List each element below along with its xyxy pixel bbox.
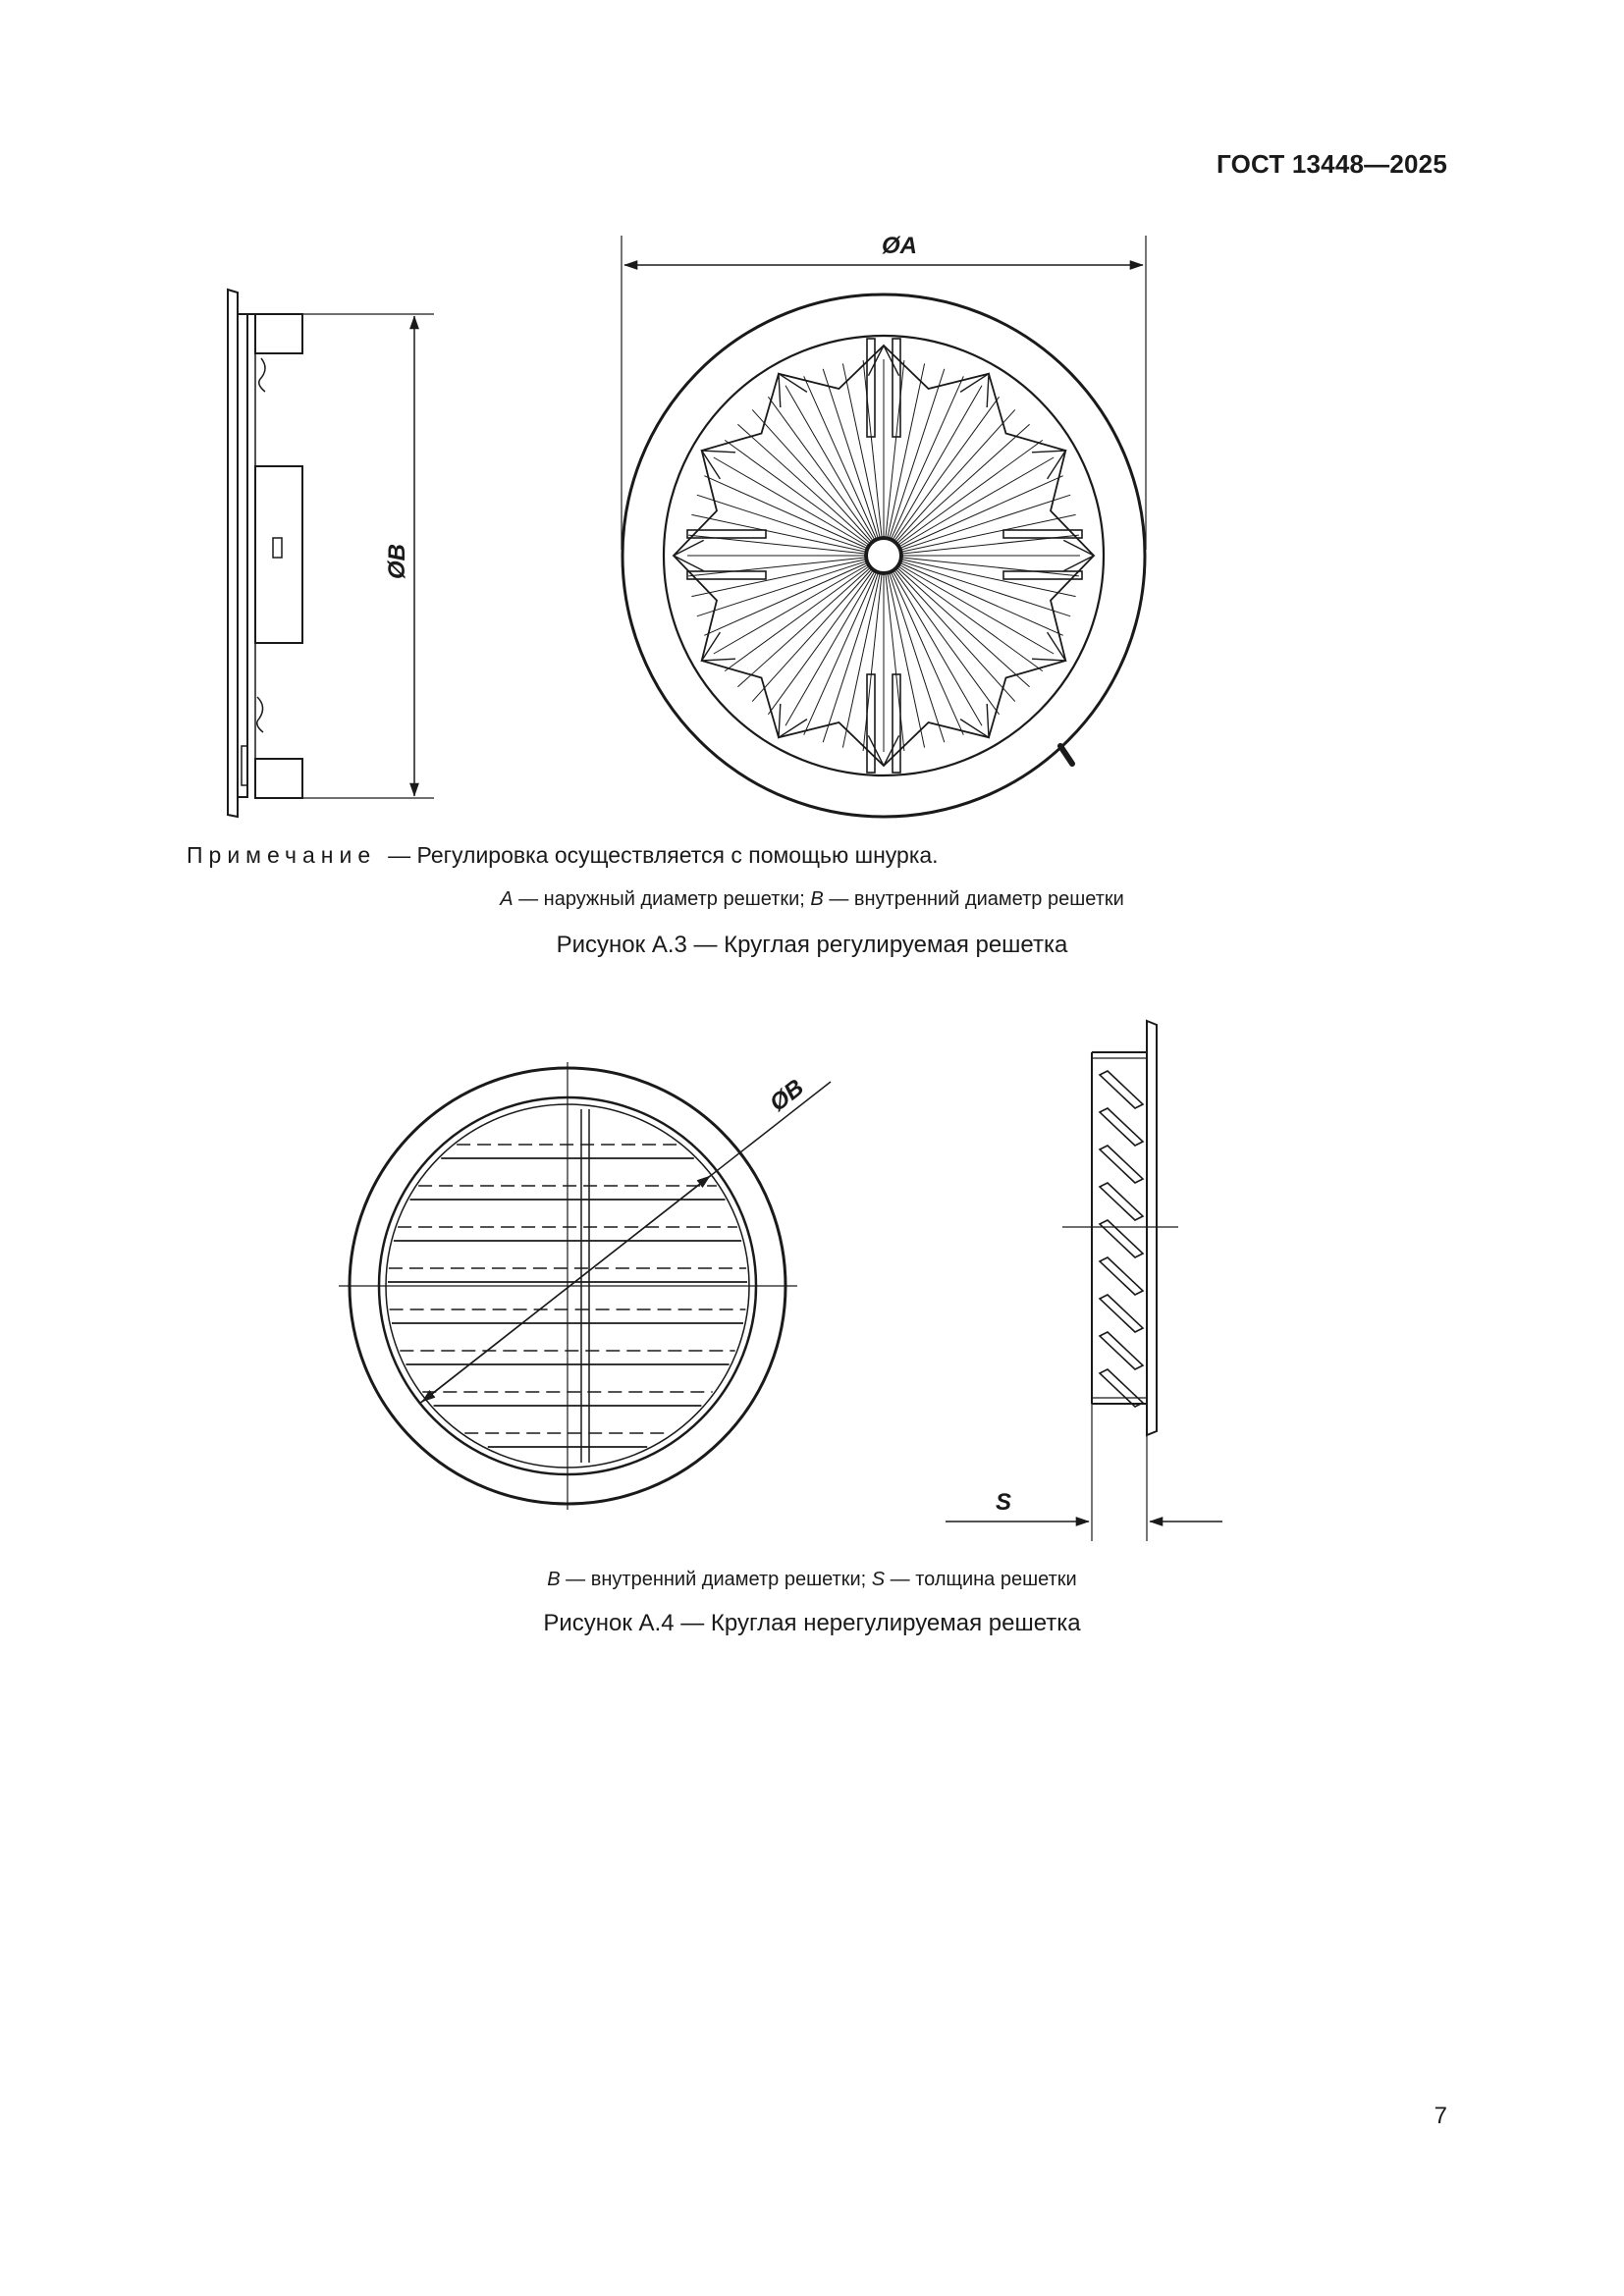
legend-text-b: — внутренний диаметр решетки;	[560, 1569, 872, 1590]
fig-a4-slats	[1100, 1071, 1143, 1407]
legend-symbol-b: B	[547, 1569, 561, 1590]
document-header: ГОСТ 13448—2025	[1217, 149, 1447, 179]
fig-a3-front-view	[622, 236, 1146, 817]
fig-a3-cord-pull	[1060, 746, 1072, 764]
fig-a3-dim-b-label: ØB	[384, 544, 410, 579]
fig-a4-legend	[0, 1569, 1624, 1591]
fig-a3-legend	[0, 888, 1624, 911]
fig-a4-dim-s-label: S	[995, 1489, 1012, 1516]
legend-symbol-a: A	[500, 888, 514, 910]
fig-a3-note	[187, 842, 939, 869]
note-text: — Регулировка осуществляется с помощью шнурка.	[388, 842, 939, 868]
legend-text-s: — толщина решетки	[885, 1569, 1077, 1590]
fig-a4-dim-b-label: ØB	[764, 1074, 809, 1117]
fig-a3-center-hub	[866, 538, 901, 573]
fig-a4-front-view	[339, 1062, 831, 1510]
fig-a4-caption: Рисунок А.4 — Круглая нерегулируемая решетка	[543, 1610, 1081, 1636]
fig-a4-side-view	[946, 1021, 1222, 1541]
legend-text-a: — наружный диаметр решетки;	[513, 888, 811, 910]
legend-symbol-b: B	[810, 888, 824, 910]
fig-a3-dim-a-label: ØA	[882, 233, 917, 259]
note-label: Примечание	[187, 842, 377, 868]
fig-a3-caption: Рисунок А.3 — Круглая регулируемая решетка	[556, 932, 1068, 958]
page-number: 7	[1434, 2103, 1447, 2129]
legend-text-b: — внутренний диаметр решетки	[823, 888, 1124, 910]
legend-symbol-s: S	[871, 1569, 886, 1590]
